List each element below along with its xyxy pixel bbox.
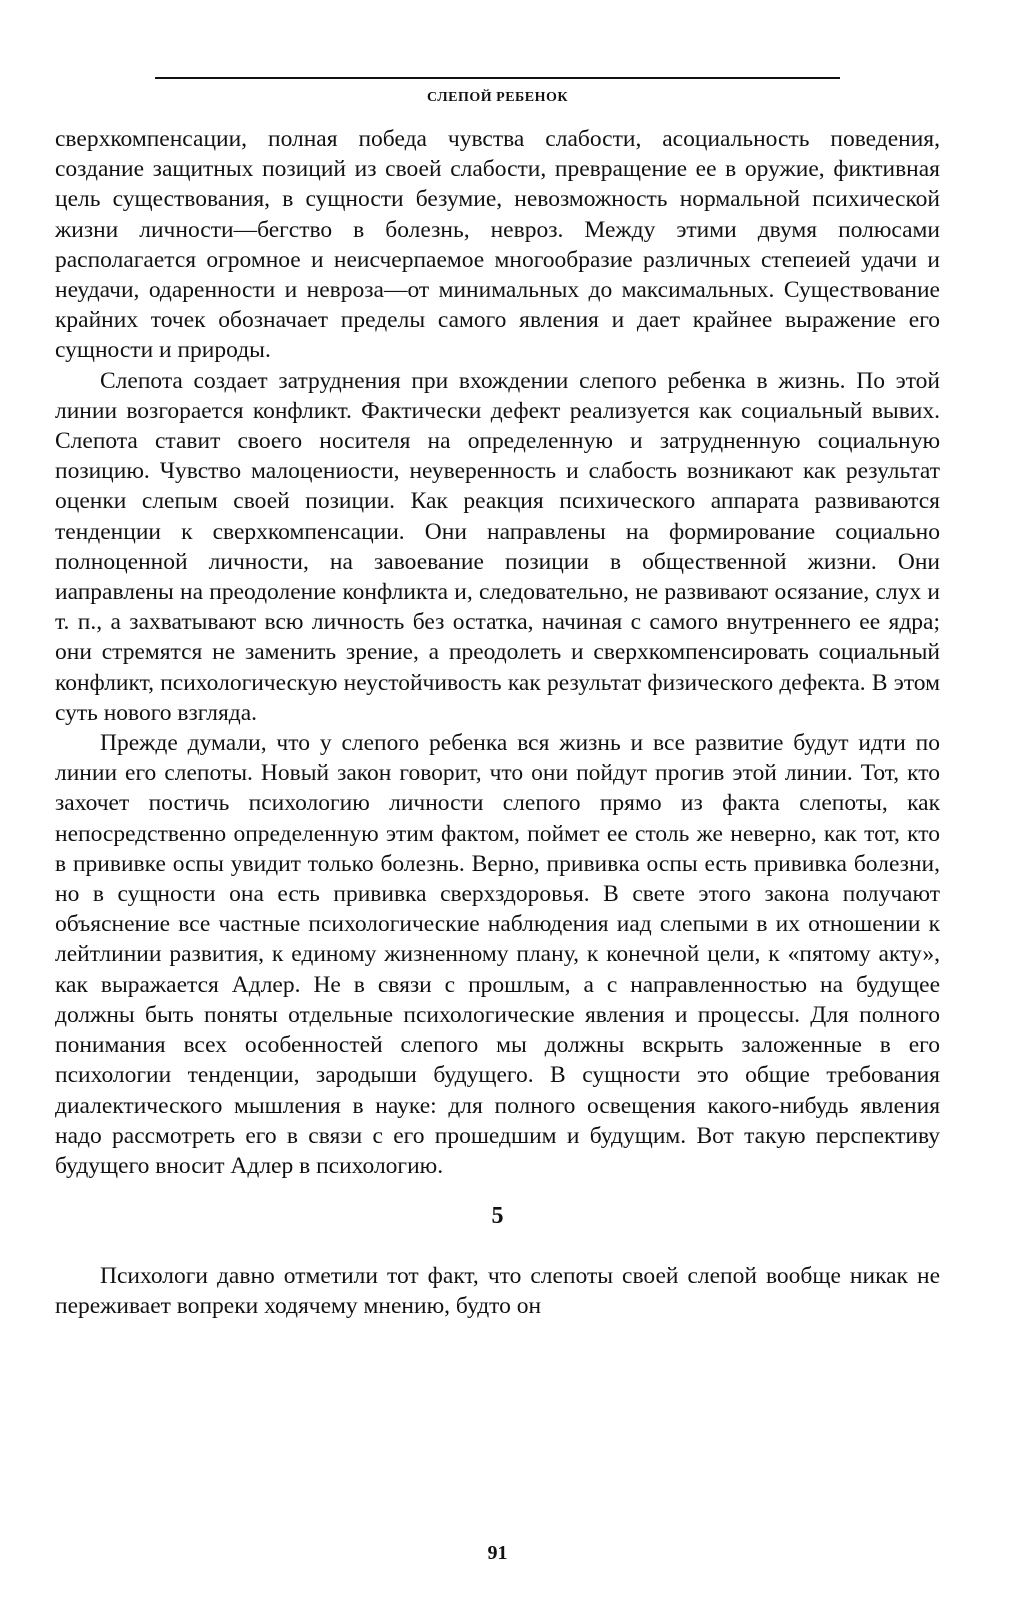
body-text xyxy=(55,124,940,1322)
header-rule xyxy=(155,77,840,79)
paragraph-2: Слепота создает затруднения при вхождении слепого ребенка в жизнь. По этой линии возгорается конфликт. Фактически дефект реализуется как социальный вывих. Слепота ставит своего носителя на определенную и затрудненную социальную позицию. Чувство малоцениости, неуверенность и слабость возникают как результат оценки слепым своей позиции. Как реакция психического аппарата развиваются тенденции к сверхкомпенсации. Они направлены на формирование социально полноценной личности, на завоевание позиции в общественной жизни. Они иаправлены на преодоление конфликта и, следовательно, не развивают осязание, слух и т. п., а захватывают всю личность без остатка, начиная с самого внутреннего ее ядра; они стремятся не заменить зрение, а преодолеть и сверхкомпенсировать социальный конфликт, психологическую неустойчивость как результат физического дефекта. В этом суть нового взгляда. xyxy=(55,367,940,726)
paragraph-1: сверхкомпенсации, полная победа чувства слабости, асоциальность поведения, создание защитных позиций из своей слабости, превращение ее в оружие, фиктивная цель существования, в сущности безумие, невозможность нормальной психической жизни личности—бегство в болезнь, невроз. Между этими двумя полюсами располагается огромное и неисчерпаемое многообразие различных степеией удачи и неудачи, одаренности и невроза—от минимальных до максимальных. Существование крайних точек обозначает пределы самого явления и дает крайнее выражение его сущности и природы. xyxy=(55,126,940,364)
book-page xyxy=(55,62,940,1572)
running-head: СЛЕПОЙ РЕБЕНОК xyxy=(426,90,569,105)
section-number: 5 xyxy=(491,1203,504,1230)
page-number: 91 xyxy=(487,1542,508,1564)
paragraph-3: Прежде думали, что у слепого ребенка вся жизнь и все развитие будут идти по линии его слепоты. Новый закон говорит, что они пойдут прогив этой линии. Тот, кто захочет постичь психологию личности слепого прямо из факта слепоты, как непосредственно определенную этим фактом, поймет ее столь же неверно, как тот, кто в прививке оспы увидит только болезнь. Верно, прививка оспы есть прививка болезни, но в сущности она есть прививка сверхздоровья. В свете этого закона получают объяснение все частные психологические наблюдения иад слепыми в их отношении к лейтлинии развития, к единому жизненному плану, к конечной цели, к «пятому акту», как выражается Адлер. Не в связи с прошлым, а с направленностью на будущее должны быть поняты отдельные психологические явления и процессы. Для полного понимания всех особенностей слепого мы должны вскрыть заложенные в его психологии тенденции, зародыши будущего. В сущности это общие требования диалектического мышления в науке: для полного освещения какого-нибудь явления надо рассмотреть его в связи с его прошедшим и будущим. Вот такую перспективу будущего вносит Адлер в психологию. xyxy=(55,730,940,1179)
section-paragraph: Психологи давно отметили тот факт, что слепоты своей слепой вообще никак не переживает вопреки ходячему мнению, будто он xyxy=(55,1263,940,1320)
